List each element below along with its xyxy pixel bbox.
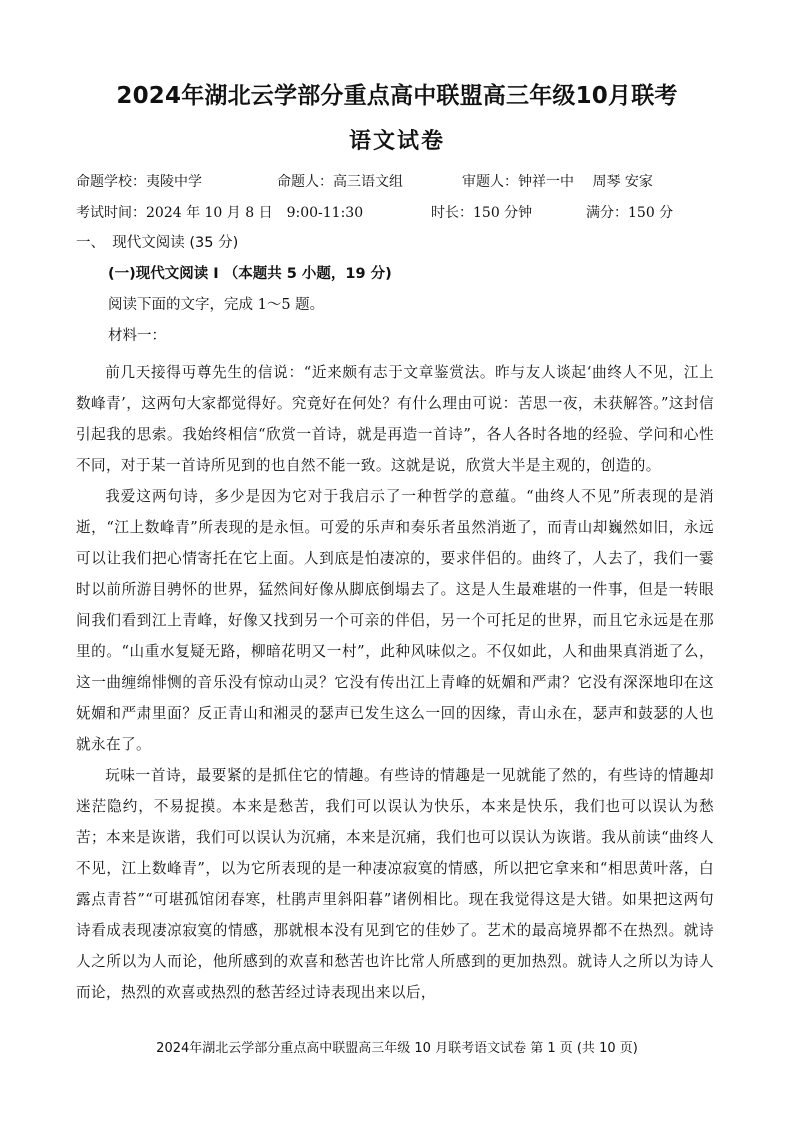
section-instruction: 阅读下面的文字，完成 1～5 题。 — [108, 297, 325, 313]
passage-paragraph-1: 前几天接得丏尊先生的信说：“近来颇有志于文章鉴赏法。昨与友人谈起‘曲终人不见，江上数峰青’，这两句大家都觉得好。究竟好在何处？有什么理由可说：苦思一夜，未获解答。”这封信引起我的思索。我始终相信“欣赏一首诗，就是再造一首诗”，各人各时各地的经验、学问和心性不同，对于某一首诗所见到的也自然不能一致。这就是说，欣赏大半是主观的，创造的。 — [76, 364, 714, 474]
section-subheading: (一)现代文阅读 I （本题共 5 小题，19 分) — [108, 266, 392, 282]
material-label: 材料一： — [108, 328, 166, 344]
meta-author: 命题人：高三语文组 — [277, 174, 403, 190]
meta-time: 考试时间：2024 年 10 月 8 日 9:00-11:30 — [76, 205, 364, 221]
meta-duration: 时长：150 分钟 — [431, 205, 533, 221]
meta-score: 满分：150 分 — [586, 205, 674, 221]
exam-subtitle: 语文试卷 — [348, 129, 445, 154]
reading-passage — [76, 357, 714, 1008]
section-heading: 一、 现代文阅读 (35 分) — [76, 235, 239, 251]
meta-reviewer: 审题人：钟祥一中 周琴 安家 — [462, 174, 653, 190]
exam-title: 2024年湖北云学部分重点高中联盟高三年级10月联考 — [116, 83, 678, 109]
meta-school: 命题学校：夷陵中学 — [76, 174, 202, 190]
passage-paragraph-3: 玩味一首诗，最要紧的是抓住它的情趣。有些诗的情趣是一见就能了然的，有些诗的情趣却迷茫隐约，不易捉摸。本来是愁苦，我们可以误认为快乐，本来是快乐，我们也可以误认为愁苦；本来是诙谐，我们可以误认为沉痛，本来是沉痛，我们也可以误认为诙谐。我从前读“曲终人不见，江上数峰青”，以为它所表现的是一种凄凉寂寞的情感，所以把它拿来和“相思黄叶落，白露点青苔”“可堪孤馆闭春寒，杜鹃声里斜阳暮”诸例相比。现在我觉得这是大错。如果把这两句诗看成表现凄凉寂寞的情感，那就根本没有见到它的佳妙了。艺术的最高境界都不在热烈。就诗人之所以为人而论，他所感到的欢喜和愁苦也许比常人所感到的更加热烈。就诗人之所以为诗人而论，热烈的欢喜或热烈的愁苦经过诗表现出来以后， — [76, 767, 714, 1001]
page-footer: 2024年湖北云学部分重点高中联盟高三年级 10 月联考语文试卷 第 1 页 (共 10 页) — [156, 1041, 638, 1056]
passage-paragraph-2: 我爱这两句诗，多少是因为它对于我启示了一种哲学的意蕴。“曲终人不见”所表现的是消逝，“江上数峰青”所表现的是永恒。可爱的乐声和奏乐者虽然消逝了，而青山却巍然如旧，永远可以让我们把心情寄托在它上面。人到底是怕凄凉的，要求伴侣的。曲终了，人去了，我们一霎时以前所游目骋怀的世界，猛然间好像从脚底倒塌去了。这是人生最难堪的一件事，但是一转眼间我们看到江上青峰，好像又找到另一个可亲的伴侣，另一个可托足的世界，而且它永远是在那里的。“山重水复疑无路，柳暗花明又一村”，此种风味似之。不仅如此，人和曲果真消逝了么，这一曲缠绵悱恻的音乐没有惊动山灵？它没有传出江上青峰的妩媚和严肃？它没有深深地印在这妩媚和严肃里面？反正青山和湘灵的瑟声已发生这么一回的因缘，青山永在，瑟声和鼓瑟的人也就永在了。 — [76, 488, 714, 753]
